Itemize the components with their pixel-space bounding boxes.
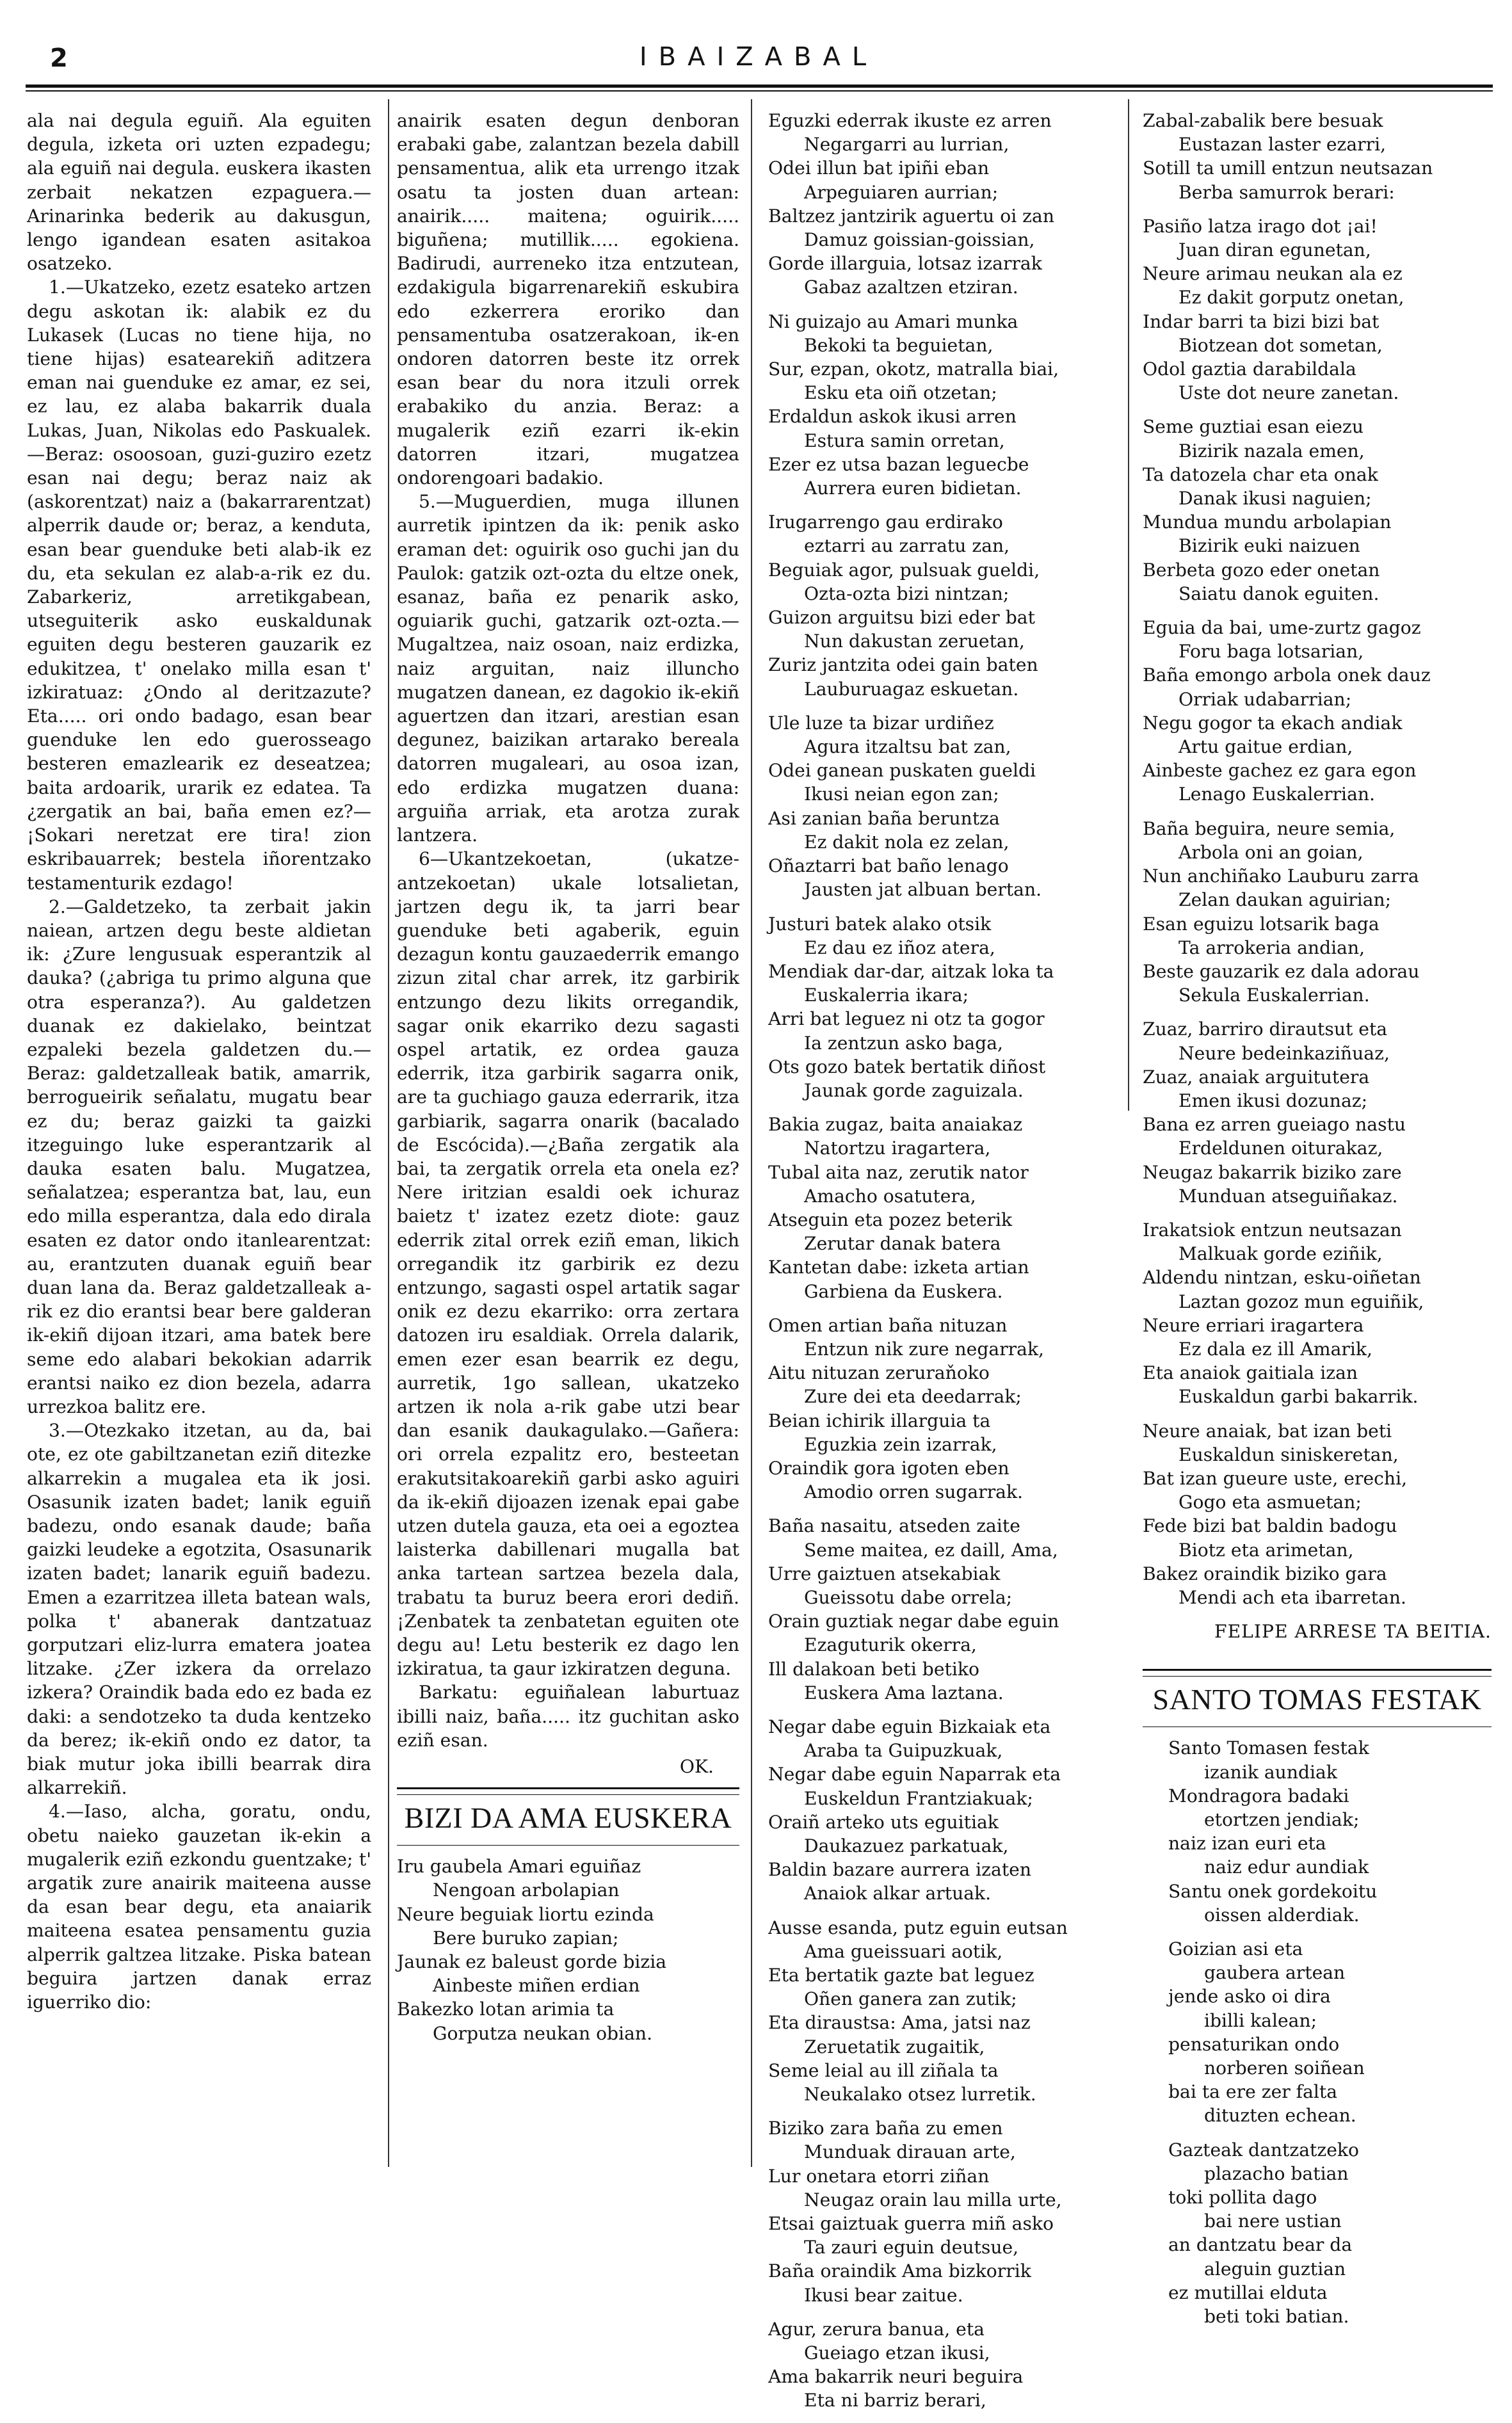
- poem-line: Kantetan dabe: izketa artian: [768, 1257, 1029, 1278]
- poem-line: Lauburuagaz eskuetan.: [804, 678, 1019, 700]
- poem-line: Anaiok alkar artuak.: [804, 1883, 992, 1904]
- poem-line: Seme guztiai esan eiezu: [1143, 416, 1363, 438]
- article-paragraph: 2.—Galdetzeko, ta zerbait jakin naiean, artzen degu beste aldietan ik: ¿Zure lengusuak esperantzik al dauka? (¿abriga tu primo alguna que otra esperanza?). Au galdetzen duanak ez dakielako, beintzat ezpaleki bezela galdetzen du.—Beraz: galdetzalleak batik, amarrik, berrogueirik señalatu, mugatu bear ez du; beraz gaizki ta gaizki itzeguingo luke esperantzarik al dauka esaten balu. Mugatzea, señalatzea; esperantza bat, lau, eun edo milla esperantza, dala edo dirala esaten ez dator ondo itanlearentzat: au, erantzuten duanak eguiñ bear duan lana da. Beraz galdetzalleak a-rik ez dio erantsi bear bere galderan ik-ekiñ dijoan itzari, ama batek bere seme edo alabari bekokian adarrik erantsi naiko ez dion bezela, adarra urrezkoa balitz ere.: [27, 896, 371, 1417]
- stanza: [768, 109, 1120, 300]
- stanza: [768, 310, 1120, 501]
- poem-line: Urre gaiztuen atsekabiak: [768, 1563, 1001, 1584]
- poem-line: Negar dabe eguin Bizkaiak eta: [768, 1716, 1051, 1737]
- stanza: [1143, 109, 1492, 204]
- poem-line: Munduan atseguiñakaz.: [1178, 1185, 1398, 1207]
- poem-line: Gabaz azaltzen etziran.: [804, 277, 1018, 298]
- poem-line: Ikusi bear zaitue.: [804, 2284, 963, 2306]
- poem-line: bai ta ere zer falta: [1168, 2081, 1338, 2103]
- poem-line: Erdeldunen oiturakaz,: [1178, 1138, 1383, 1159]
- poem-line: Gogo eta asmuetan;: [1178, 1492, 1362, 1513]
- poem-line: Erdaldun askok ikusi arren: [768, 406, 1017, 428]
- poem-line: Beguiak agor, pulsuak gueldi,: [768, 559, 1040, 581]
- poem-signature: FELIPE ARRESE TA BEITIA.: [1214, 1621, 1492, 1643]
- poem-line: Nun anchiñako Lauburu zarra: [1143, 865, 1419, 887]
- poem-line: eztarri au zarratu zan,: [804, 535, 1010, 557]
- poem-line: Mondragora badaki: [1168, 1785, 1349, 1807]
- poem-line: Baldin bazare aurrera izaten: [768, 1859, 1031, 1881]
- poem-line: Ia zentzun asko baga,: [804, 1032, 1003, 1054]
- poem-line: Omen artian baña nituzan: [768, 1314, 1008, 1336]
- poem-line: Gorputza neukan obian.: [433, 2022, 653, 2044]
- poem-line: Agur, zerura banua, eta: [768, 2318, 985, 2340]
- poem-line: Neure erriari iragartera: [1143, 1314, 1364, 1336]
- stanza: [768, 1113, 1120, 1303]
- poem-line: Bakezko lotan arimia ta: [397, 1999, 615, 2020]
- poem-line: Ama bakarrik neuri beguira: [768, 2366, 1024, 2388]
- poem-line: Ezaguturik okerra,: [804, 1634, 977, 1656]
- poem-line: Ill dalakoan beti betiko: [768, 1658, 979, 1680]
- poem-line: Bere buruko zapian;: [433, 1927, 619, 1949]
- poem-line: Damuz goissian-goissian,: [804, 229, 1035, 251]
- stanza: [397, 1855, 739, 2045]
- poem-line: Gueissotu dabe orrela;: [804, 1586, 1013, 1608]
- poem-line: Mundua mundu arbolapian: [1143, 511, 1392, 533]
- poem-line: Odol gaztia darabildala: [1143, 358, 1356, 380]
- poem-line: Neure bedeinkaziñuaz,: [1178, 1042, 1390, 1064]
- poem-line: Gorde illarguia, lotsaz izarrak: [768, 253, 1042, 275]
- poem-line: Danak ikusi naguien;: [1178, 488, 1372, 510]
- poem-line: Bat izan gueure uste, erechi,: [1143, 1467, 1408, 1489]
- poem-line: Ta zauri eguin deutsue,: [804, 2237, 1019, 2258]
- poem-line: an dantzatu bear da: [1168, 2234, 1353, 2256]
- page-header: [26, 38, 1492, 90]
- poem-line: Arpeguiaren aurrian;: [804, 181, 999, 203]
- poem-line: Fede bizi bat baldin badogu: [1143, 1515, 1397, 1537]
- header-rule-thin: [26, 90, 1493, 92]
- stanza: [1143, 616, 1492, 807]
- poem-line: Oñaztarri bat baño lenago: [768, 855, 1009, 877]
- poem-line: beti toki batian.: [1204, 2306, 1349, 2328]
- poem-line: Bana ez arren gueiago nastu: [1143, 1114, 1406, 1136]
- poem-line: Jaunak gorde zaguizala.: [804, 1079, 1024, 1101]
- poem-line: Lur onetara etorri ziñan: [768, 2165, 990, 2187]
- poem-line: Mendi ach eta ibarretan.: [1178, 1586, 1406, 1608]
- poem-line: Natortzu iragartera,: [804, 1138, 991, 1159]
- poem-line: Guizon arguitsu bizi eder bat: [768, 607, 1035, 629]
- poem-line: Bizirik euki naizuen: [1178, 535, 1360, 557]
- poem-line: Pasiño latza irago dot ¡ai!: [1143, 215, 1378, 237]
- stanza: [1143, 1017, 1492, 1208]
- column-divider: [751, 99, 752, 2167]
- poem-line: Lenago Euskalerrian.: [1178, 784, 1375, 805]
- poem-line: Amodio orren sugarrak.: [804, 1481, 1024, 1503]
- poem-line: Ez dakit gorputz onetan,: [1178, 287, 1404, 309]
- poem-line: Baltzez jantzirik aguertu oi zan: [768, 205, 1054, 227]
- poem-line: Sekula Euskalerrian.: [1178, 985, 1370, 1006]
- poem-line: Negu gogor ta ekach andiak: [1143, 712, 1403, 734]
- poem-line: Zuaz, anaiak arguitutera: [1143, 1066, 1370, 1088]
- poem-line: Nun dakustan zeruetan,: [804, 631, 1025, 652]
- poem-line: Euskaldun siniskeretan,: [1178, 1444, 1399, 1465]
- article-paragraph: anairik esaten degun denboran erabaki gabe, zalantzan bezela dabill pensamentua, alik eta urrengo itzak osatu ta josten duan artean: anairik..... maitena; oguirik..... biguñena; mutillik..... egokiena. Badirudi, aurreneko itza entzutean, ezdakigula bigarrenarekiñ eskubira edo ezkerrera eroriko dan pensamentuba osatzerakoan, ik-en ondoren datorren beste itz orrek esan bear du nora itzuli orrek erabakiko du anzia. Beraz: a mugalerik eziñ ezarri ik-ekin datorren itzari, mugatzea ondorengoari badakio.: [397, 110, 739, 489]
- poem-line: Garbiena da Euskera.: [804, 1280, 1003, 1302]
- poem-line: Ots gozo batek bertatik diñost: [768, 1056, 1046, 1077]
- poem-line: norberen soiñean: [1204, 2057, 1365, 2079]
- poem-line: Baña beguira, neure semia,: [1143, 817, 1395, 839]
- section-title: SANTO TOMAS FESTAK: [1152, 1683, 1482, 1716]
- masthead-title: IBAIZABAL: [639, 42, 878, 72]
- poem-line: Estura samin orretan,: [804, 430, 1005, 451]
- stanza: [1168, 1937, 1492, 2128]
- poem-line: Neure anaiak, bat izan beti: [1143, 1420, 1392, 1442]
- poem-line: Zuaz, barriro dirautsut eta: [1143, 1018, 1388, 1040]
- poem-line: Neugaz orain lau milla urte,: [804, 2189, 1062, 2210]
- stanza: [768, 912, 1120, 1103]
- poem-line: Neukalako otsez lurretik.: [804, 2084, 1036, 2105]
- poem-line: Arri bat leguez ni otz ta gogor: [768, 1008, 1045, 1030]
- article-column-1: [27, 109, 371, 2014]
- poem-line: Ama gueissuari aotik,: [804, 1940, 1003, 1962]
- poem-line: Baña oraindik Ama bizkorrik: [768, 2260, 1031, 2282]
- poem-block: [1143, 109, 1492, 1609]
- column-divider: [1128, 99, 1129, 1111]
- poem-line: Ainbeste miñen erdian: [433, 1975, 640, 1997]
- poem-line: Eguia da bai, ume-zurtz gagoz: [1143, 617, 1421, 639]
- stanza: [1143, 415, 1492, 606]
- poem-line: Biotzean dot sometan,: [1178, 334, 1383, 356]
- poem-line: Gazteak dantzatzeko: [1168, 2139, 1359, 2161]
- poem-line: jende asko oi dira: [1168, 1986, 1331, 2008]
- poem-line: Berba samurrok berari:: [1178, 181, 1395, 203]
- poem-line: naiz izan euri eta: [1168, 1833, 1326, 1855]
- poem-line: Santo Tomasen festak: [1168, 1737, 1369, 1759]
- poem-block: [1143, 1736, 1492, 2328]
- poem-line: Eta ni barriz berari,: [804, 2390, 986, 2411]
- poem-line: ibilli kalean;: [1204, 2009, 1317, 2031]
- article-paragraph: 4.—Iaso, alcha, goratu, ondu, obetu naieko gauzetan ik-ekin a mugalerik eziñ ezkondu guentzake; t' argatik zure anairik maiteena ausse da esan bear degu, eta anaiarik maiteena esatea pensamentu guzia alperrik galtzea litzake. Piska batean beguira jartzen danak erraz iguerriko dio:: [27, 1801, 371, 2013]
- poem-line: Atseguin eta pozez beterik: [768, 1209, 1013, 1230]
- poem-line: Beian ichirik illarguia ta: [768, 1410, 991, 1431]
- poem-line: Euskalerria ikara;: [804, 985, 969, 1006]
- poem-line: Daukazuez parkatuak,: [804, 1835, 1009, 1857]
- poem-line: Zuriz jantzita odei gain baten: [768, 654, 1038, 676]
- stanza: [768, 1916, 1120, 2107]
- poem-line: Sur, ezpan, okotz, matralla biai,: [768, 358, 1059, 380]
- poem-line: Justuri batek alako otsik: [768, 913, 992, 935]
- poem-line: Oraindik gora igoten eben: [768, 1457, 1009, 1479]
- poem-line: izanik aundiak: [1204, 1761, 1337, 1783]
- poem-line: Orriak udabarrian;: [1178, 688, 1352, 710]
- poem-line: Asi zanian baña beruntza: [768, 807, 1000, 829]
- poem-line: Entzun nik zure negarrak,: [804, 1338, 1044, 1360]
- page-number: 2: [50, 44, 68, 73]
- poem-line: Eta bertatik gazte bat leguez: [768, 1965, 1034, 1986]
- poem-line: Foru baga lotsarian,: [1178, 641, 1364, 663]
- stanza: [1168, 2138, 1492, 2329]
- poem-line: Juan diran egunetan,: [1178, 239, 1371, 261]
- poem-line: Gueiago etzan ikusi,: [804, 2342, 990, 2364]
- poem-line: Negar dabe eguin Naparrak eta: [768, 1764, 1061, 1785]
- poem-line: Esan eguizu lotsarik baga: [1143, 913, 1379, 935]
- poem-line: Neure beguiak liortu ezinda: [397, 1903, 654, 1925]
- stanza: [1143, 817, 1492, 1008]
- poem-line: Orain guztiak negar dabe eguin: [768, 1611, 1059, 1632]
- poem-line: Zelan daukan aguirian;: [1178, 889, 1392, 911]
- section-rule: [1143, 1669, 1492, 1677]
- poem-line: Euskera Ama laztana.: [804, 1682, 1004, 1703]
- stanza: [1143, 1218, 1492, 1409]
- poem-line: Laztan gozoz mun eguiñik,: [1178, 1291, 1424, 1312]
- poem-line: Zure dei eta deedarrak;: [804, 1386, 1022, 1408]
- poem-line: Seme maitea, ez daill, Ama,: [804, 1539, 1058, 1561]
- poem-line: gaubera artean: [1204, 1962, 1346, 1984]
- poem-line: Ikusi neian egon zan;: [804, 784, 999, 805]
- poem-line: Ozta-ozta bizi nintzan;: [804, 583, 1009, 604]
- poem-line: Ez dakit nola ez zelan,: [804, 831, 1009, 853]
- poem-line: Ausse esanda, putz eguin eutsan: [768, 1917, 1068, 1938]
- article-paragraph: 6—Ukantzekoetan, (ukatze-antzekoetan) ukale lotsalietan, jartzen degu ik, ta jarri bear guenduke beti agaberik, eguin dezagun kontu gauzaederrik emango zizun zital char arrek, itz garbirik entzungo dezu likits orregandik, sagar onik ekarriko dezu sagasti ospel artatik, ez ordea gauza ederrik, itza garbirik sagarra onik, are ta guchiago gauza ederrarik, itza garbiarik, sagarra onarik (bacalado de Escócida).—¿Baña zergatik ala bai, ta zergatik orrela eta onela ez? Nere iritzian esaldi oek ichuraz baietz t' izatez ezetz diote: gauz ederrik zital orrek eziñ eman, likich orregandik itz garbirik ez dezu entzungo, sagasti ospel artatik sagar onik ez dezu ekarriko: orra zertara datozen iru esaldiak. Orrela dalarik, emen ezer esan bearrik ez degu, aurretik, 1go sallean, ukatzeko artzen ik nola a-rik gabe utzi bear dan esanik daukagulako.—Gañera: ori orrela ezpalitz ero, besteetan erakutsitakoarekiñ garbi asko aguiri da ik-ekiñ dijoazen izenak epai gabe utzen dutela gauza, eta oei a egoztea laisterka dabillenari mugalla bat anka tartean sartzea bezela dala, trabatu ta buruz beera erori dediñ. ¡Zenbatek ta zenbatetan eguiten ote degu au! Letu besterik ez dago len izkiratua, ta gaur izkiratzen deguna.: [397, 848, 739, 1680]
- poem-line: naiz edur aundiak: [1204, 1856, 1369, 1878]
- poem-line: Bekoki ta beguietan,: [804, 334, 993, 356]
- poem-line: Euskaldun garbi bakarrik.: [1178, 1386, 1419, 1408]
- poem-line: Tubal aita naz, zerutik nator: [768, 1161, 1029, 1183]
- poem-line: Munduak dirauan arte,: [804, 2141, 1016, 2163]
- poem-line: Biotz eta arimetan,: [1178, 1539, 1354, 1561]
- poem-line: Iru gaubela Amari eguiñaz: [397, 1856, 641, 1878]
- poem-line: Jausten jat albuan bertan.: [804, 879, 1042, 901]
- poem-line: Indar barri ta bizi bizi bat: [1143, 310, 1379, 332]
- poem-line: Oñen ganera zan zutik;: [804, 1988, 1017, 2010]
- article-paragraph: 3.—Otezkako itzetan, au da, bai ote, ez ote gabiltzanetan eziñ ditezke alkarrekin a mugalea eta ik josi. Osasunik izaten badet; lanik eguiñ badezu, ondo esanak daude; baña gaizki leudeke a egotzita, Osasunarik izaten badet; lanarik eguiñ badezu. Emen a ezarritzea illeta batean wals, polka t' abanerak dantzatuaz gorputzari eliz-lurra ematera joatea litzake. ¿Zer izkera da orrelazo izkera? Oraindik bada edo ez bada ez daki: a sendotzeko ta duda kentzeko da berez; ik-ekiñ ondo ez dator, ta biak mutur joka ibilli bearrak dira alkarrekiñ.: [27, 1420, 371, 1799]
- poem-line: Seme leial au ill ziñala ta: [768, 2059, 999, 2081]
- poem-line: bai nere ustian: [1204, 2210, 1342, 2232]
- poem-line: Neure arimau neukan ala ez: [1143, 263, 1403, 285]
- poem-line: dituzten echean.: [1204, 2105, 1356, 2127]
- poem-line: Zerutar danak batera: [804, 1233, 1001, 1255]
- poem-line: Eguzki ederrak ikuste ez arren: [768, 110, 1052, 131]
- poem-line: Santu onek gordekoitu: [1168, 1880, 1378, 1902]
- poem-line: Berbeta gozo eder onetan: [1143, 559, 1380, 581]
- poem-line: Beste gauzarik ez dala adorau: [1143, 960, 1420, 982]
- poem-line: Malkuak gorde eziñik,: [1178, 1243, 1383, 1265]
- poem-line: Zeruetatik zugaitik,: [804, 2036, 985, 2057]
- poem-line: Ez dala ez ill Amarik,: [1178, 1338, 1372, 1360]
- poem-line: Neugaz bakarrik biziko zare: [1143, 1161, 1402, 1183]
- article-signature: OK.: [679, 1756, 714, 1778]
- stanza: [768, 2317, 1120, 2413]
- poem-line: Bakia zugaz, baita anaiakaz: [768, 1114, 1023, 1136]
- poem-line: Bizirik nazala emen,: [1178, 440, 1365, 462]
- poem-line: Jaunak ez baleust gorde bizia: [397, 1951, 667, 1973]
- poem-title: BIZI DA AMA EUSKERA: [404, 1801, 732, 1835]
- article-paragraph: 5.—Muguerdien, muga illunen aurretik ipintzen da ik: penik asko eraman det: oguirik oso guchi jan du Paulok: gatzik ozt-ozta du eltze onek, esanaz, baña ez penarik asko, oguiarik guchi, gatzarik ozt-ozta.—Mugaltzea, naiz osoan, naiz erdizka, naiz arguitan, naiz illuncho mugatzen danean, ez dagokio ik-ekiñ aguertzen dan itzari, arestian esan degunez, baizikan artarako bereala datorren mugaleari, au osoa izan, edo erdizka mugatzen duana: arguiña arriak, eta arotza zurak lantzera.: [397, 491, 739, 846]
- stanza: [768, 510, 1120, 701]
- poem-column-4: [1143, 109, 1492, 2338]
- poem-line: Eta diraustsa: Ama, jatsi naz: [768, 2012, 1031, 2034]
- section-rule: [397, 1787, 739, 1795]
- article-paragraph: Barkatu: eguiñalean laburtuaz ibilli naiz, baña..... itz guchitan asko eziñ esan.: [397, 1682, 739, 1751]
- stanza: [1143, 214, 1492, 405]
- poem-line: Ainbeste gachez ez gara egon: [1143, 760, 1417, 782]
- poem-line: Ez dau ez iñoz atera,: [804, 937, 995, 958]
- article-paragraph: 1.—Ukatzeko, ezetz esateko artzen degu askotan ik: alabik ez du Lukasek (Lucas no tiene hija, no tiene hijas) esatearekiñ aditzera eman nai guenduke ez amar, ez sei, ez lau, ez alaba bakarrik duala Lukas, Juan, Nikolas edo Paskualek.—Beraz: osoosoan, guzi-guziro ezetz esan nai degu; beraz naiz ak (askorentzat) naiz a (bakarrarentzat) alperrik daude or; beraz, a kenduta, esan bear guenduke beti alab-ik ez du, eta sekulan ez alab-a-rik ez du. Zabarkeriz, arretikgabean, utseguiterik asko euskaldunak eguiten degu besteren gauzarik ez edukitzea, t' onelako milla esan t' izkiratuaz: ¿Ondo al deritzazute? Eta..... ori ondo badago, esan bear guenduke len edo guerosseago besteren emazlearik ez deseatzea; baita ardoarik, urarik ez edatea. Ta ¿zergatik an bai, baña emen ez?—¡Sokari neretzat ere tira! zion eskribauarrek; bestela iñorentzako testamenturik ezdago!: [27, 277, 371, 894]
- poem-column-3: [768, 109, 1120, 2423]
- poem-line: Baña emongo arbola onek dauz: [1143, 664, 1431, 686]
- column-divider: [388, 99, 389, 2167]
- poem-line: Odei ganean puskaten gueldi: [768, 760, 1036, 782]
- poem-line: Eguzkia zein izarrak,: [804, 1433, 997, 1455]
- poem-line: Baña nasaitu, atseden zaite: [768, 1515, 1020, 1537]
- poem-line: Esku eta oiñ otzetan;: [804, 382, 997, 404]
- poem-line: oissen alderdiak.: [1204, 1904, 1360, 1926]
- poem-line: Agura itzaltsu bat zan,: [804, 736, 1011, 758]
- poem-line: Aldendu nintzan, esku-oiñetan: [1143, 1267, 1421, 1289]
- header-rule: [26, 85, 1493, 88]
- title-rule: [397, 1845, 739, 1846]
- poem-line: Irugarrengo gau erdirako: [768, 511, 1003, 533]
- poem-line: Emen ikusi dozunaz;: [1178, 1090, 1368, 1111]
- stanza: [768, 1715, 1120, 1906]
- poem-line: Uste dot neure zanetan.: [1178, 382, 1399, 404]
- poem-line: Biziko zara baña zu emen: [768, 2118, 1003, 2139]
- poem-line: Bakez oraindik biziko gara: [1143, 1563, 1387, 1584]
- poem-line: Nengoan arbolapian: [433, 1880, 620, 1901]
- poem-line: Negargarri au lurrian,: [804, 134, 1009, 156]
- poem-line: Aitu nituzan zeruraňoko: [768, 1362, 990, 1384]
- poem-line: Araba ta Guipuzkuak,: [804, 1740, 1003, 1762]
- poem-line: Mendiak dar-dar, aitzak loka ta: [768, 960, 1054, 982]
- poem-line: Ule luze ta bizar urdiñez: [768, 712, 994, 734]
- poem-line: Eustazan laster ezarri,: [1178, 134, 1387, 156]
- stanza: [768, 711, 1120, 902]
- poem-block: [397, 1855, 739, 2045]
- poem-line: plazacho batian: [1204, 2162, 1349, 2184]
- stanza: [1168, 1736, 1492, 1927]
- poem-line: Saiatu danok eguiten.: [1178, 583, 1379, 604]
- poem-line: Amacho osatutera,: [804, 1185, 976, 1207]
- poem-line: Eta anaiok gaitiala izan: [1143, 1362, 1358, 1384]
- poem-line: Ezer ez utsa bazan leguecbe: [768, 453, 1029, 475]
- poem-line: Goizian asi eta: [1168, 1938, 1303, 1960]
- poem-line: Aurrera euren bidietan.: [804, 478, 1022, 499]
- article-column-2: [397, 109, 739, 2056]
- poem-line: Odei illun bat ipiñi eban: [768, 157, 990, 179]
- poem-line: Euskeldun Frantziakuak;: [804, 1787, 1033, 1809]
- poem-line: toki pollita dago: [1168, 2187, 1317, 2209]
- stanza: [768, 1514, 1120, 1705]
- stanza: [768, 1314, 1120, 1504]
- article-paragraph: ala nai degula eguiñ. Ala eguiten degula, izketa ori uzten ezpadegu; ala eguiñ nai degula. euskera ikasten zerbait nekatzen ezpaguera.—Arinarinka bederik au dakusgun, lengo igandean esaten asitakoa osatzeko.: [27, 110, 371, 275]
- poem-line: Ta datozela char eta onak: [1143, 463, 1378, 485]
- poem-line: etortzen jendiak;: [1204, 1809, 1360, 1830]
- poem-line: Ta arrokeria andian,: [1178, 937, 1365, 958]
- poem-line: Irakatsiok entzun neutsazan: [1143, 1219, 1402, 1241]
- poem-line: Artu gaitue erdian,: [1178, 736, 1353, 758]
- poem-line: Oraiñ arteko uts eguitiak: [768, 1811, 999, 1833]
- poem-line: pensaturikan ondo: [1168, 2033, 1340, 2055]
- poem-line: ez mutillai elduta: [1168, 2282, 1328, 2303]
- poem-line: Ni guizajo au Amari munka: [768, 310, 1018, 332]
- poem-line: aleguin guztian: [1204, 2258, 1346, 2280]
- poem-line: Zabal-zabalik bere besuak: [1143, 110, 1383, 131]
- poem-line: Etsai gaiztuak guerra miñ asko: [768, 2213, 1054, 2235]
- stanza: [768, 2116, 1120, 2307]
- stanza: [1143, 1419, 1492, 1610]
- poem-line: Sotill ta umill entzun neutsazan: [1143, 157, 1433, 179]
- poem-line: Arbola oni an goian,: [1178, 841, 1363, 863]
